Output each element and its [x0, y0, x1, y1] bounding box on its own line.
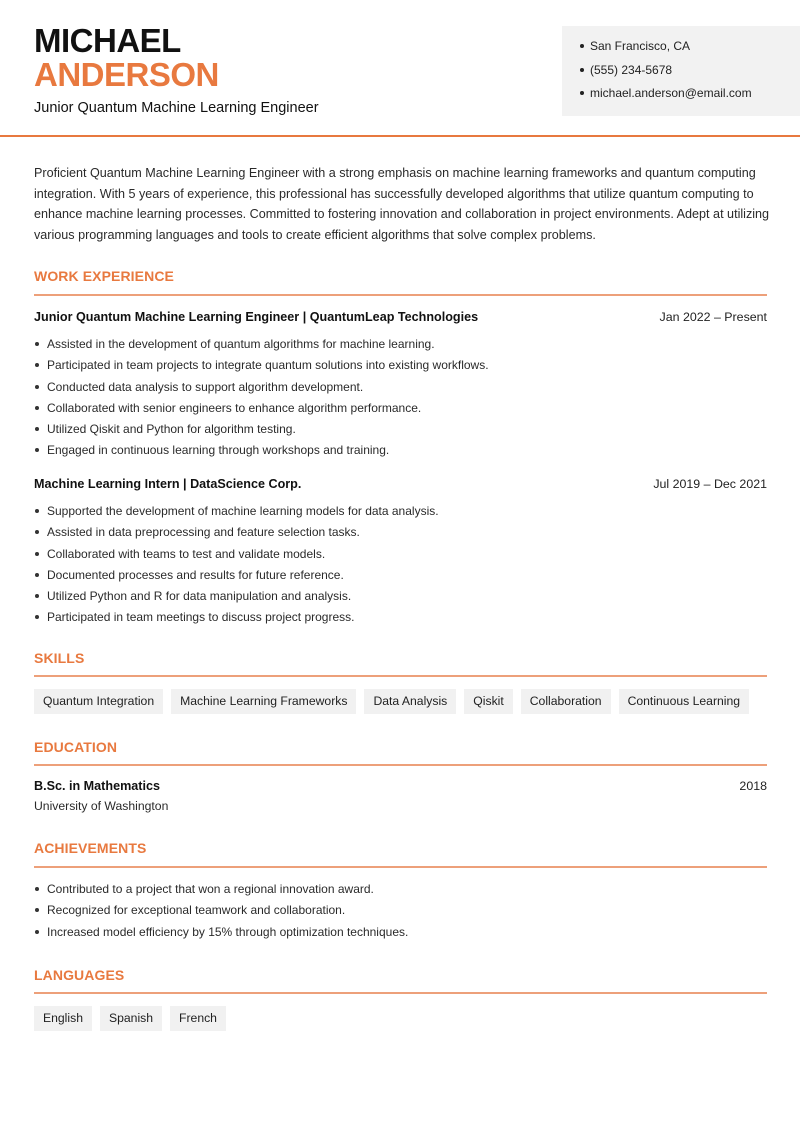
skill-tag: Collaboration — [521, 689, 611, 714]
education-school: University of Washington — [34, 799, 169, 813]
skill-tag: Quantum Integration — [34, 689, 163, 714]
section-title-languages: LANGUAGES — [34, 967, 125, 983]
first-name: MICHAEL — [34, 22, 181, 59]
resume-header — [0, 0, 800, 137]
section-title-education: EDUCATION — [34, 739, 118, 755]
list-item: Contributed to a project that won a regional innovation award. — [34, 881, 408, 902]
list-item: Participated in team projects to integrate quantum solutions into existing workflows. — [34, 357, 489, 378]
job-dates: Jul 2019 – Dec 2021 — [653, 477, 767, 491]
list-item: Engaged in continuous learning through workshops and training. — [34, 442, 489, 463]
list-item: Supported the development of machine learning models for data analysis. — [34, 503, 439, 524]
language-tag: English — [34, 1006, 92, 1031]
contact-location: San Francisco, CA — [580, 37, 800, 61]
profile-summary: Proficient Quantum Machine Learning Engineer with a strong emphasis on machine learning frameworks and quantum computing integration. With 5 years of experience, this professional has successfully developed algorithms that utilize quantum computing to enhance machine learning processes. Committed to fostering innovation and collaboration in project environments. Adept at utilizing various programming languages and tools to create efficient algorithms that solve complex problems. — [34, 166, 770, 243]
skill-tag: Data Analysis — [364, 689, 456, 714]
last-name: ANDERSON — [34, 56, 219, 93]
job-bullets — [34, 503, 439, 631]
education-degree: B.Sc. in Mathematics — [34, 779, 160, 793]
section-divider — [34, 764, 767, 766]
job-header — [34, 477, 767, 491]
job-bullets — [34, 336, 489, 464]
list-item: Collaborated with senior engineers to enhance algorithm performance. — [34, 400, 489, 421]
skill-tag: Qiskit — [464, 689, 512, 714]
job-title: Junior Quantum Machine Learning Engineer — [34, 100, 319, 116]
list-item: Recognized for exceptional teamwork and collaboration. — [34, 902, 408, 923]
section-divider — [34, 294, 767, 296]
list-item: Collaborated with teams to test and validate models. — [34, 546, 439, 567]
language-tag: French — [170, 1006, 226, 1031]
list-item: Assisted in data preprocessing and feature selection tasks. — [34, 524, 439, 545]
candidate-name — [34, 24, 219, 92]
section-title-skills: SKILLS — [34, 650, 85, 666]
list-item: Participated in team meetings to discuss project progress. — [34, 609, 439, 630]
education-year: 2018 — [739, 779, 767, 793]
contact-box — [562, 26, 800, 116]
skills-tags — [34, 689, 749, 714]
list-item: Utilized Python and R for data manipulation and analysis. — [34, 588, 439, 609]
section-title-work: WORK EXPERIENCE — [34, 268, 174, 284]
language-tags — [34, 1006, 226, 1031]
list-item: Conducted data analysis to support algorithm development. — [34, 379, 489, 400]
achievement-bullets — [34, 881, 408, 945]
contact-phone: (555) 234-5678 — [580, 61, 800, 85]
job-role: Junior Quantum Machine Learning Engineer | QuantumLeap Technologies — [34, 310, 479, 324]
list-item: Documented processes and results for future reference. — [34, 567, 439, 588]
section-divider — [34, 992, 767, 994]
list-item: Utilized Qiskit and Python for algorithm testing. — [34, 421, 489, 442]
list-item: Assisted in the development of quantum algorithms for machine learning. — [34, 336, 489, 357]
skill-tag: Continuous Learning — [619, 689, 749, 714]
contact-email[interactable]: michael.anderson@email.com — [580, 84, 800, 108]
job-dates: Jan 2022 – Present — [659, 310, 767, 324]
section-divider — [34, 866, 767, 868]
list-item: Increased model efficiency by 15% through optimization techniques. — [34, 924, 408, 945]
skill-tag: Machine Learning Frameworks — [171, 689, 356, 714]
language-tag: Spanish — [100, 1006, 162, 1031]
section-divider — [34, 675, 767, 677]
job-role: Machine Learning Intern | DataScience Corp. — [34, 477, 302, 491]
job-header — [34, 310, 767, 324]
section-title-achievements: ACHIEVEMENTS — [34, 840, 147, 856]
